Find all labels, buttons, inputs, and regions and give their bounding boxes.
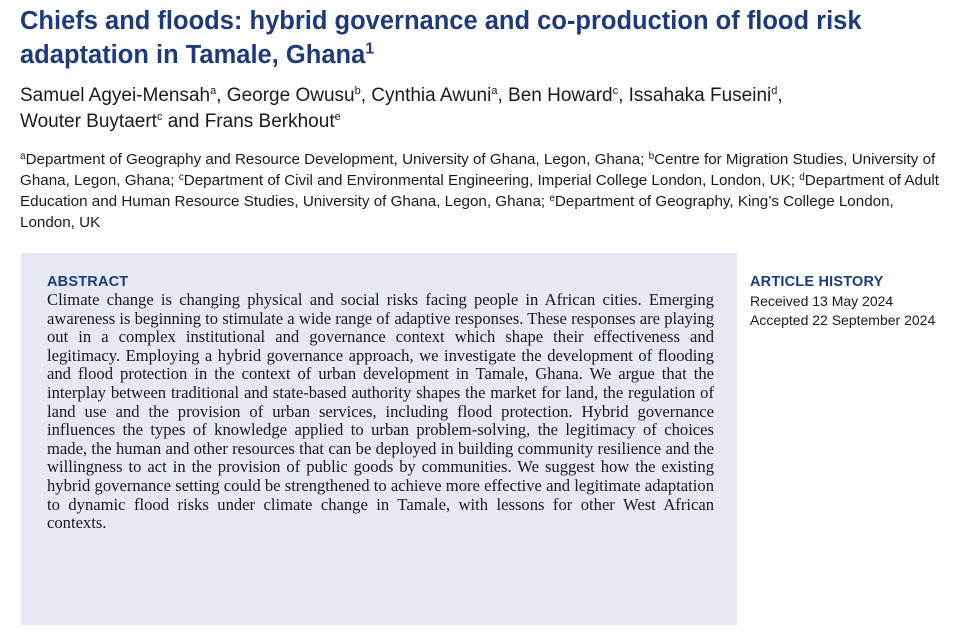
author-affiliation-mark[interactable]: c: [612, 85, 619, 97]
author-affiliation-mark[interactable]: e: [334, 111, 341, 123]
affiliation-mark: d: [799, 172, 805, 183]
affiliation-text: Department of Geography, King’s College London, London, UK: [20, 193, 894, 231]
affiliation-text: Department of Geography and Resource Development, University of Ghana, Legon, Ghana;: [25, 151, 649, 168]
article-history-heading: ARTICLE HISTORY: [750, 274, 884, 290]
affiliation-mark: b: [648, 151, 655, 162]
author-affiliation-mark[interactable]: c: [156, 111, 163, 123]
author-separator: ,: [618, 85, 629, 106]
author-affiliation-mark[interactable]: d: [771, 85, 778, 97]
author-name[interactable]: Frans Berkhout: [204, 111, 335, 132]
received-date: Received 13 May 2024: [750, 293, 894, 309]
affiliation-text: Department of Civil and Environmental Engineering, Imperial College London, London, UK;: [183, 172, 800, 189]
author-name[interactable]: Ben Howard: [508, 85, 613, 106]
author-separator: ,: [777, 85, 783, 106]
abstract-text: Climate change is changing physical and social risks facing people in African cities. Emerging awareness is beginning to stimulate a wide range of adaptive responses. These responses are playing out in a complex institutional and governance context which shape their effectiveness and legitimacy. Employing a hybrid governance approach, we investigate the development of flooding and flood protection in the context of urban development in Tamale, Ghana. We argue that the interplay between traditional and state-based authority shapes the market for land, the regulation of land use and the provision of urban services, including flood protection. Hybrid governance influences the types of knowledge applied to urban problem-solving, the legitimacy of choices made, the human and other resources that can be deployed in building community resilience and the willingness to act in the provision of public goods by communities. We suggest how the existing hybrid governance setting could be strengthened to achieve more effective and legitimate adaptation to dynamic flood risks under climate change in Tamale, with lessons for other West African contexts.: [47, 290, 714, 533]
author-name[interactable]: Cynthia Awuni: [371, 85, 492, 106]
author-affiliation-mark[interactable]: a: [491, 85, 498, 97]
author-separator: ,: [216, 85, 227, 106]
affiliation-mark: c: [178, 172, 184, 183]
article-history: [750, 273, 940, 329]
affiliation-mark: e: [549, 193, 555, 204]
author-affiliation-mark[interactable]: a: [210, 85, 217, 97]
author-separator: and: [162, 111, 205, 132]
affiliations: [20, 149, 945, 233]
affiliation-mark: a: [20, 151, 26, 162]
abstract-heading: ABSTRACT: [47, 274, 129, 290]
author-name[interactable]: Wouter Buytaert: [20, 111, 157, 132]
abstract-box: [21, 253, 737, 625]
author-separator: ,: [497, 85, 509, 106]
affiliation-text: Centre for Migration Studies, University of Ghana, Legon, Ghana;: [20, 151, 936, 189]
affiliation-text: Department of Adult Education and Human Resource Studies, University of Ghana, Legon, Ghana;: [20, 172, 939, 210]
author-name[interactable]: Samuel Agyei-Mensah: [20, 85, 211, 106]
author-name[interactable]: Issahaka Fuseini: [628, 85, 772, 106]
author-separator: ,: [360, 85, 372, 106]
author-name[interactable]: George Owusu: [226, 85, 355, 106]
article-title: [20, 4, 940, 72]
author-affiliation-mark[interactable]: b: [354, 85, 361, 97]
author-list: [20, 83, 940, 135]
accepted-date: Accepted 22 September 2024: [750, 311, 936, 328]
title-footnote-mark[interactable]: 1: [365, 40, 375, 58]
article-title-text: Chiefs and floods: hybrid governance and co-production of flood risk adaptation in Tamale, Ghana: [20, 7, 862, 69]
